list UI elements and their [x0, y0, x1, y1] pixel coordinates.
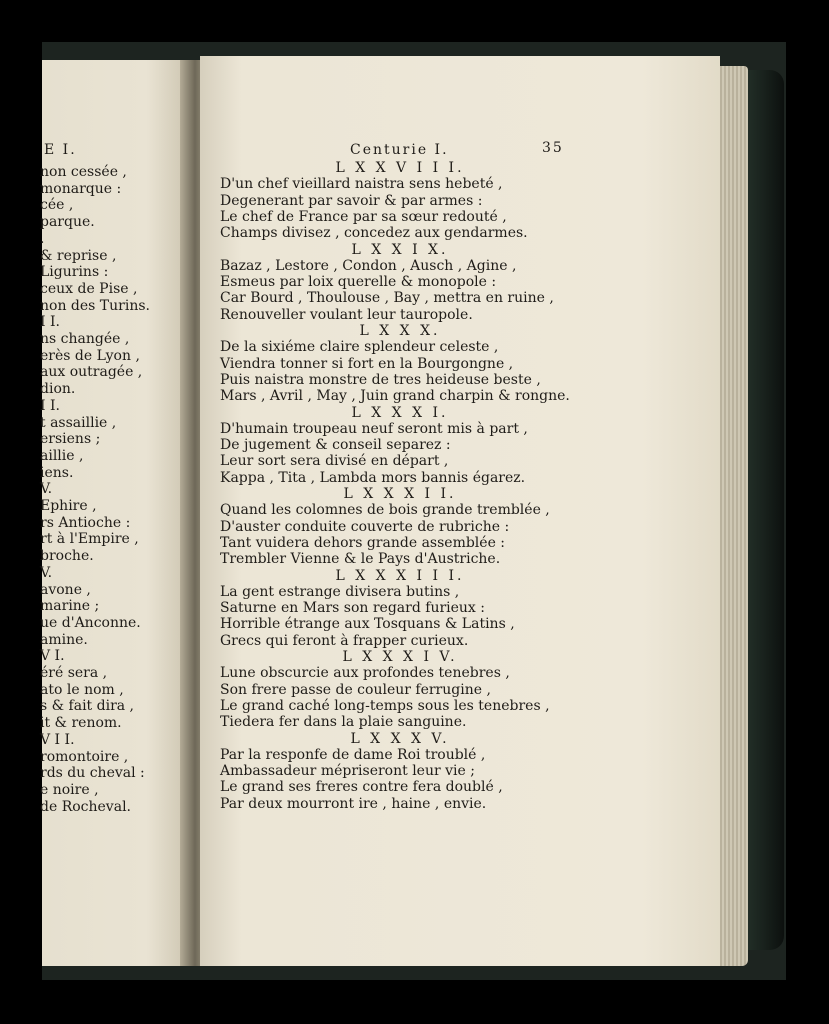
quatrain-line: Grecs qui feront à frapper curieux.	[220, 632, 469, 649]
quatrain-line: D'auster conduite couverte de rubriche :	[220, 518, 510, 535]
left-page-line: avone ,	[40, 581, 91, 598]
left-page-line: it & renom.	[40, 715, 122, 732]
left-page-line: V.	[40, 564, 53, 581]
quatrain-line: Viendra tonner si fort en la Bourgongne ,	[220, 355, 514, 372]
quatrain-line: Leur sort sera divisé en départ ,	[220, 453, 449, 470]
left-page-line: .	[40, 230, 45, 247]
quatrain-line: Degenerant par savoir & par armes :	[220, 192, 483, 209]
quatrain-line: Esmeus par loix querelle & monopole :	[220, 274, 497, 291]
left-page-line: rds du cheval :	[40, 765, 145, 782]
left-running-head: E I.	[44, 142, 77, 158]
quatrain-line: Lune obscurcie aux profondes tenebres ,	[220, 665, 510, 682]
quatrain-line: Par la responfe de dame Roi troublé ,	[220, 746, 486, 763]
left-page-line: cée ,	[40, 197, 74, 214]
left-page-line: ceux de Pise ,	[40, 280, 138, 297]
left-page-line: marine ;	[40, 598, 100, 615]
quatrain-numeral: L X X X I I I.	[335, 567, 465, 584]
left-page-line: éré sera ,	[40, 665, 108, 681]
quatrain-numeral: L X X X I I.	[343, 486, 457, 502]
quatrain-line: Puis naistra monstre de tres heideuse beste ,	[220, 371, 541, 388]
quatrain-numeral: L X X X V.	[350, 730, 450, 747]
quatrain-line: D'un chef vieillard naistra sens hebeté ,	[220, 176, 503, 193]
left-page-line: Ephire ,	[40, 498, 97, 514]
quatrain-line: Bazaz , Lestore , Condon , Ausch , Agine ,	[220, 257, 517, 274]
left-page-line: erès de Lyon ,	[40, 347, 140, 364]
quatrain-line: De jugement & conseil separez :	[220, 437, 451, 454]
left-page-line: s & fait dira ,	[40, 698, 135, 715]
quatrain-line: Le grand caché long-temps sous les tenebres ,	[220, 697, 550, 714]
quatrain-line: Renouveller voulant leur tauropole.	[220, 306, 473, 323]
quatrain-numeral: L X X X I.	[351, 404, 449, 421]
quatrain-line: Tiedera fer dans la plaie sanguine.	[220, 714, 467, 731]
quatrain-line: Horrible étrange aux Tosquans & Latins ,	[220, 616, 515, 633]
left-page-line: ns changée ,	[40, 331, 130, 347]
open-book	[42, 42, 786, 980]
left-page-line: ato le nom ,	[40, 681, 124, 698]
quatrain-line: Mars , Avril , May , Juin grand charpin & rongne.	[220, 388, 570, 405]
quatrain-line: Quand les colomnes de bois grande tremblée ,	[220, 502, 550, 519]
left-page-line: ersiens ;	[40, 431, 101, 448]
left-page-line: non cessée ,	[40, 164, 127, 180]
page-number: 35	[542, 140, 564, 156]
left-page-line: t assaillie ,	[40, 414, 117, 431]
left-page-line: iens.	[40, 464, 74, 481]
left-page-line: rt à l'Empire ,	[40, 531, 139, 548]
quatrain-numeral: L X X I X.	[351, 241, 449, 258]
left-page-line: rs Antioche :	[40, 514, 131, 531]
left-page-line: V I I.	[40, 731, 75, 748]
left-page-line: Ligurins :	[40, 264, 109, 281]
quatrain-line: Trembler Vienne & le Pays d'Austriche.	[220, 551, 501, 568]
quatrain-numeral: L X X X I V.	[342, 649, 458, 665]
quatrain-line: D'humain troupeau neuf seront mis à part ,	[220, 420, 528, 437]
quatrain-line: Ambassadeur mépriseront leur vie ;	[220, 763, 475, 780]
left-page-line: aux outragée ,	[40, 364, 143, 381]
left-page-line: V.	[40, 481, 53, 498]
left-page-line: amine.	[40, 631, 88, 648]
left-page-line: I I.	[40, 397, 60, 414]
quatrain-line: Champs divisez , concedez aux gendarmes.	[220, 225, 528, 242]
left-page-line: romontoire ,	[40, 748, 129, 765]
quatrain-numeral: L X X X.	[359, 323, 441, 339]
quatrain-line: Le grand ses freres contre fera doublé ,	[220, 779, 503, 796]
running-head: Centurie I.	[350, 142, 449, 158]
left-page-line: non des Turins.	[40, 297, 150, 314]
quatrain-line: Par deux mourront ire , haine , envie.	[220, 795, 487, 812]
left-page-line: dion.	[40, 381, 76, 398]
quatrain-line: La gent estrange divisera butins ,	[220, 583, 460, 600]
quatrain-line: Le chef de France par sa sœur redouté ,	[220, 208, 507, 225]
quatrain-line: Son frere passe de couleur ferrugine ,	[220, 681, 491, 698]
left-page-line: V I.	[40, 648, 65, 665]
left-page	[42, 60, 192, 966]
quatrain-line: De la sixiéme claire splendeur celeste ,	[220, 339, 499, 356]
left-page-line: de Rocheval.	[40, 798, 131, 815]
left-page-line: ue d'Anconne.	[40, 614, 141, 631]
left-page-line: broche.	[40, 548, 94, 565]
quatrain-line: Kappa , Tita , Lambda mors bannis égarez.	[220, 469, 526, 486]
left-page-line: parque.	[40, 214, 95, 231]
quatrain-numeral: L X X V I I I.	[335, 160, 465, 176]
quatrain-line: Tant vuidera dehors grande assemblée :	[220, 534, 506, 551]
quatrain-line: Saturne en Mars son regard furieux :	[220, 600, 485, 617]
left-page-line: aillie ,	[40, 447, 84, 464]
left-page-line: I I.	[40, 314, 60, 331]
left-page-line: monarque :	[40, 180, 122, 197]
left-page-line: e noire ,	[40, 781, 99, 798]
right-page	[200, 56, 720, 966]
left-page-line: & reprise ,	[40, 247, 117, 264]
quatrain-line: Car Bourd , Thoulouse , Bay , mettra en ruine ,	[220, 290, 554, 307]
